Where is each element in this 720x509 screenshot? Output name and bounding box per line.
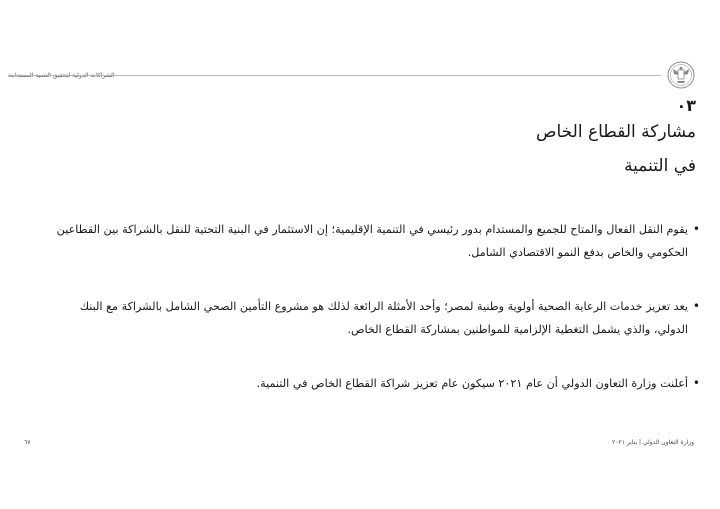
bullet-item: • يقوم النقل الفعال والمتاح للجميع والمستدام بدور رئيسي في التنمية الإقليمية؛ إن الاستثمار في البنية التحتية للنقل بالشراكة بين القطاعين الحكومي والخاص بدفع النمو الاقتصادي الشامل. xyxy=(50,218,700,264)
section-title-line-2: في التنمية xyxy=(624,156,696,176)
header-divider xyxy=(8,75,661,76)
section-title-line-1: مشاركة القطاع الخاص xyxy=(535,122,696,142)
header-title: الشراكات الدولية لتحقيق التنمية المستدامة xyxy=(8,72,115,79)
bullet-list xyxy=(50,218,700,426)
bullet-item: • أعلنت وزارة التعاون الدولي أن عام ٢٠٢١ سيكون عام تعزيز شراكة القطاع الخاص في التنمية. xyxy=(50,372,700,395)
section-number: ٠٣ xyxy=(676,96,696,115)
eagle-emblem-icon xyxy=(666,60,696,90)
footer-publisher: وزارة التعاون الدولي | يناير ٢٠٢١ xyxy=(612,439,694,446)
bullet-item: • يعد تعزيز خدمات الرعاية الصحية أولوية وطنية لمصر؛ وأحد الأمثلة الرائعة لذلك هو مشروع التأمين الصحي الشامل بالشراكة مع البنك الدولي، والذي يشمل التغطية الإلزامية للمواطنين بمشاركة القطاع الخاص. xyxy=(50,295,700,341)
page-number: ٦٧ xyxy=(24,439,31,446)
